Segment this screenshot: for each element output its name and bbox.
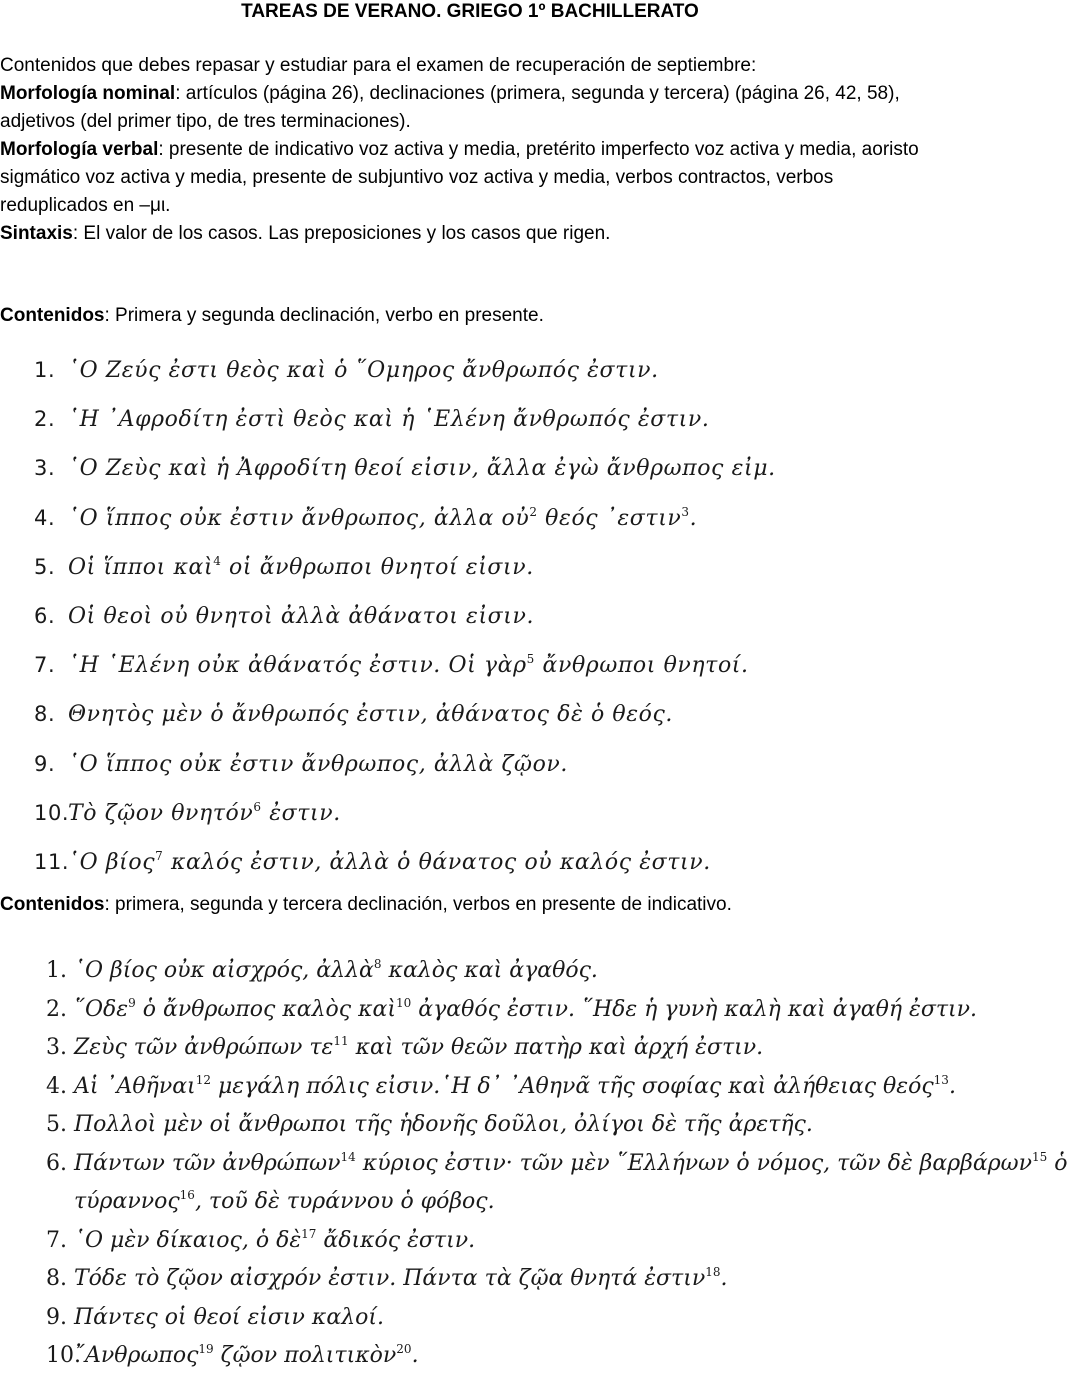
footnote-marker: 7 <box>155 848 164 863</box>
sentence-text: μεγάλη πόλις εἰσιν.῾Η δ᾿ ᾿Αθηνᾶ τῆς σοφίας καὶ ἀλήθειας θεός <box>210 1073 934 1099</box>
section2-text: : primera, segunda y tercera declinación, verbos en presente de indicativo. <box>104 894 732 915</box>
sentence <box>46 1106 956 1145</box>
sentence-number: 5. <box>34 554 56 579</box>
sentence <box>34 645 939 694</box>
sentence-text: ῾Ο Ζεὺς καὶ ἡ Ἀφροδίτη θεοί εἰσιν, ἄλλα ἐγὼ ἄνθρωπος εἰμ. <box>68 456 776 482</box>
sentence <box>34 498 939 547</box>
footnote-marker: 9 <box>128 995 136 1010</box>
sintaxis-text: : El valor de los casos. Las preposiciones y los casos que rigen. <box>72 223 611 244</box>
sentence-number: 7. <box>46 1227 67 1253</box>
sentence-text: ῎Ανθρωπος <box>74 1343 199 1368</box>
morfologia-verbal-text: : presente de indicativo voz activa y media, pretérito imperfecto voz activa y media, aoristo sigmático voz activa y media, presente de subjuntivo voz activa y media, verbos contractos, verbos reduplicados en –μι. <box>0 139 919 216</box>
sentence-text: Τόδε τὸ ζῷον αἰσχρόν ἐστιν. Πάντα τὰ ζῷα θνητά ἐστιν <box>74 1266 706 1291</box>
sentence <box>46 952 956 991</box>
section1-sentences <box>34 350 939 891</box>
sentence-text: ἐστιν. <box>261 800 341 826</box>
sentence-text: θεός ᾿εστιν <box>537 505 682 531</box>
sentence-text: ἀγαθός ἐστιν. ῞Ηδε ἡ γυνὴ καλὴ καὶ ἀγαθή ἐστιν. <box>411 996 977 1022</box>
sentence-number: 10. <box>34 800 70 825</box>
sentence-text: . <box>948 1073 956 1099</box>
footnote-marker: 8 <box>373 957 382 971</box>
sentence-text: Πάντες οἱ θεοί εἰσιν καλοί. <box>74 1304 385 1330</box>
footnote-marker: 10 <box>396 995 412 1010</box>
sentence-text: ἄδικός ἐστιν. <box>316 1227 476 1253</box>
sintaxis <box>0 220 945 248</box>
sentence-text: ῾Ο ἵππος οὐκ ἐστιν ἄνθρωπος, ἀλλὰ ζῷον. <box>68 751 568 777</box>
intro-line: Contenidos que debes repasar y estudiar para el examen de recuperación de septiembre: <box>0 55 757 76</box>
footnote-marker: 3 <box>681 504 690 519</box>
sentence-text: ῾Η ῾Ελένη οὐκ ἀθάνατός ἐστιν. Οἱ γὰρ <box>68 653 527 679</box>
morfologia-nominal-label: Morfología nominal <box>0 83 176 104</box>
footnote-marker: 4 <box>213 553 222 568</box>
sentence-number: 2. <box>34 407 56 432</box>
footnote-marker: 17 <box>301 1226 317 1241</box>
sentence <box>46 1337 956 1376</box>
sentence-text: . <box>411 1343 419 1368</box>
sentence-text: ῞Οδε <box>74 996 129 1022</box>
sentence <box>34 448 939 497</box>
sentence-text: Τὸ ζῷον θνητόν <box>68 800 254 826</box>
sentence-number: 1. <box>46 958 67 983</box>
sentence-text: κύριος ἐστιν· τῶν μὲν ῞Ελλήνων ὁ νόμος, τῶν δὲ βαρβάρων <box>355 1150 1032 1176</box>
sentence-number: 11. <box>34 849 70 874</box>
sentence <box>46 1299 956 1338</box>
footnote-marker: 14 <box>340 1149 356 1164</box>
footnote-marker: 13 <box>933 1072 949 1087</box>
sentence-text: ἄνθρωποι θνητοί. <box>534 653 749 679</box>
sentence-number: 6. <box>46 1150 67 1176</box>
sentence-text: Θνητὸς μὲν ὁ ἄνθρωπός ἐστιν, ἀθάνατος δὲ ὁ θεός. <box>68 702 673 728</box>
footnote-marker: 16 <box>179 1188 195 1202</box>
sentence <box>34 596 939 645</box>
sentence-text: καλὸς καὶ ἀγαθός. <box>381 958 598 983</box>
sentence-text: ὁ ἄνθρωπος καλὸς καὶ <box>135 996 397 1022</box>
section2-heading <box>0 892 945 918</box>
sentence-number: 1. <box>34 358 56 382</box>
footnote-marker: 15 <box>1032 1149 1048 1164</box>
section1-text: : Primera y segunda declinación, verbo en presente. <box>104 305 544 326</box>
sentence <box>46 1145 1068 1184</box>
sentence <box>34 744 939 793</box>
sentence-text: . <box>720 1266 728 1291</box>
sentence-number: 3. <box>34 456 56 481</box>
sentence-text: οἱ ἄνθρωποι θνητοί εἰσιν. <box>221 554 534 580</box>
sentence-text: ῾Ο ἵππος οὐκ ἐστιν ἄνθρωπος, ἀλλα οὐ <box>68 505 530 531</box>
sentence-text: , τοῦ δὲ τυράννου ὁ φόβος. <box>194 1189 495 1214</box>
sentence-number: 10. <box>46 1343 81 1368</box>
sentence-number: 9. <box>46 1304 67 1330</box>
morfologia-nominal <box>0 80 945 136</box>
section1-heading <box>0 303 945 329</box>
sentence <box>34 793 939 842</box>
sentence-number: 6. <box>34 603 56 628</box>
sentence-text: Πολλοὶ μὲν οἱ ἄνθρωποι τῆς ἡδονῆς δοῦλοι, ὀλίγοι δὲ τῆς ἀρετῆς. <box>74 1112 813 1137</box>
sentence-number: 8. <box>34 702 56 727</box>
sentence-text: Οἱ θεοὶ οὐ θνητοὶ ἀλλὰ ἀθάνατοι εἰσιν. <box>68 603 535 629</box>
footnote-marker: 2 <box>529 504 538 519</box>
sentence-text: ῾Η ᾿Αφροδίτη ἐστὶ θεὸς καὶ ἡ ῾Ελένη ἄνθρωπός ἐστιν. <box>68 407 710 433</box>
section1-label: Contenidos <box>0 305 105 326</box>
sentence-number: 4. <box>46 1073 67 1099</box>
sentence-text: Ζεὺς τῶν ἀνθρώπων τε <box>74 1035 334 1060</box>
sentence-text: καὶ τῶν θεῶν πατὴρ καὶ ἀρχή ἐστιν. <box>348 1035 764 1060</box>
sentence <box>46 1029 956 1068</box>
sentence-text: ῾Ο βίος <box>68 849 156 875</box>
sentence <box>34 842 939 891</box>
footnote-marker: 5 <box>526 652 535 667</box>
sentence-number: 9. <box>34 751 56 776</box>
sentence-text: Οἱ ἵπποι καὶ <box>68 554 214 580</box>
footnote-marker: 19 <box>198 1342 214 1356</box>
sentence-text: Αἱ ᾿Αθῆναι <box>74 1073 196 1099</box>
sentence-text: ῾Ο Ζεύς ἐστι θεὸς καὶ ὁ ῞Ομηρος ἄνθρωπός ἐστιν. <box>68 358 659 383</box>
section2-label: Contenidos <box>0 894 105 915</box>
sentence-number: 8. <box>46 1266 67 1291</box>
sentence-text: καλός ἐστιν, ἀλλὰ ὁ θάνατος οὐ καλός ἐστιν. <box>163 849 711 875</box>
sentence-text: ὁ <box>1047 1150 1068 1176</box>
sentence-text: ῾Ο βίος οὐκ αἰσχρός, ἀλλὰ <box>74 958 374 983</box>
sentence <box>34 350 939 399</box>
sentence <box>46 1068 956 1107</box>
footnote-marker: 6 <box>253 799 262 814</box>
page-title: TAREAS DE VERANO. GRIEGO 1º BACHILLERATO <box>241 1 699 22</box>
sentence <box>46 991 977 1030</box>
sentence-number: 3. <box>46 1035 67 1060</box>
morfologia-nominal-text: : artículos (página 26), declinaciones (primera, segunda y tercera) (página 26, 42, 58), adjetivos (del primer tipo, de tres terminaciones). <box>0 83 900 132</box>
intro-block <box>0 52 945 248</box>
sentence-text: ζῷον πολιτικὸν <box>213 1343 397 1368</box>
morfologia-verbal <box>0 136 945 220</box>
footnote-marker: 11 <box>333 1034 349 1048</box>
sentence-number: 5. <box>46 1112 67 1137</box>
sentence-text: . <box>689 505 698 531</box>
sentence <box>46 1222 956 1261</box>
sentence <box>46 1260 956 1299</box>
morfologia-verbal-label: Morfología verbal <box>0 139 159 160</box>
footnote-marker: 20 <box>396 1342 412 1356</box>
section2-sentences <box>46 952 1068 1376</box>
sentence-number: 4. <box>34 505 56 530</box>
sintaxis-label: Sintaxis <box>0 223 73 244</box>
sentence-text: τύραννος <box>74 1189 180 1214</box>
footnote-marker: 18 <box>705 1265 721 1279</box>
sentence-number: 7. <box>34 653 56 678</box>
sentence-number: 2. <box>46 996 67 1022</box>
sentence <box>46 1183 956 1222</box>
sentence <box>34 694 939 743</box>
sentence-text: Πάντων τῶν ἀνθρώπων <box>74 1150 341 1176</box>
sentence-text: ῾Ο μὲν δίκαιος, ὁ δὲ <box>74 1227 302 1253</box>
sentence <box>34 399 939 448</box>
sentence <box>34 547 939 596</box>
footnote-marker: 12 <box>195 1072 211 1087</box>
